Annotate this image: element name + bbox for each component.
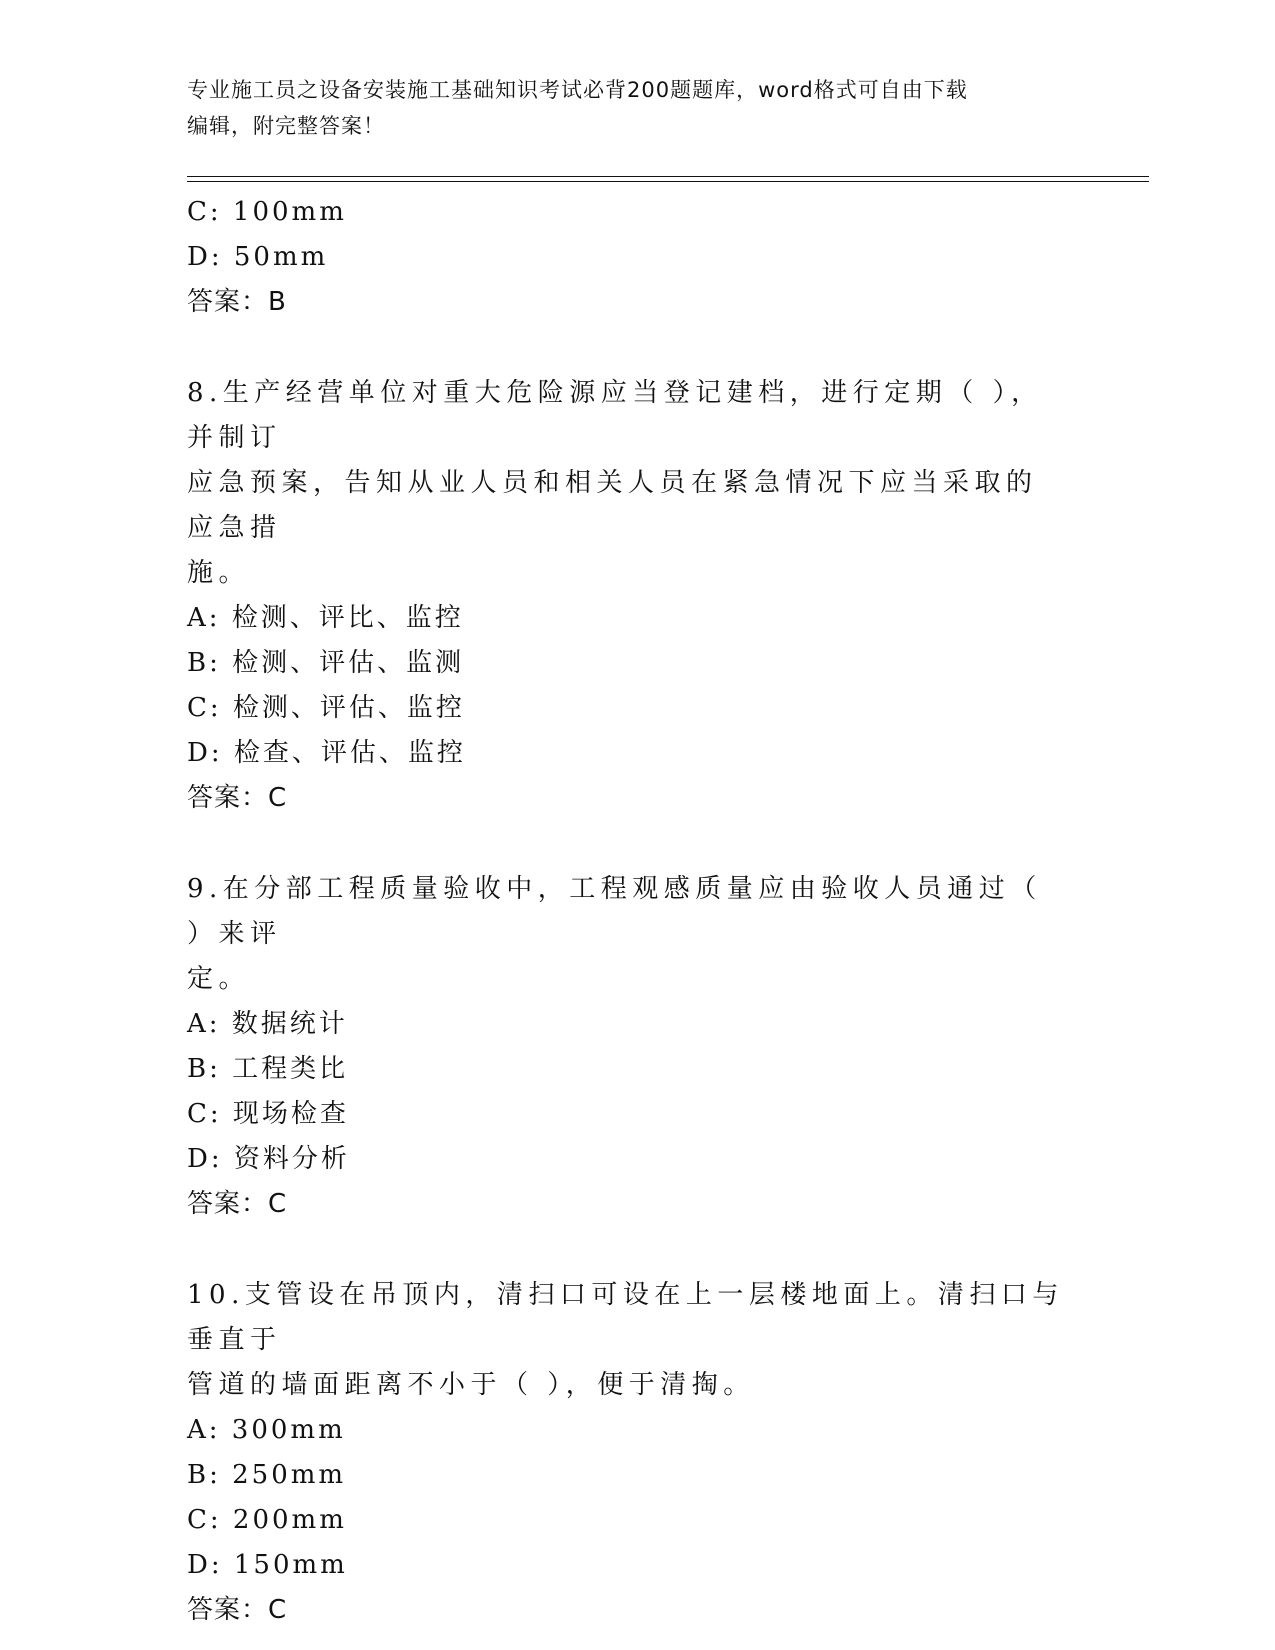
answer-line: 答案：C: [187, 1595, 288, 1625]
question-stem-line: 10.支管设在吊顶内，清扫口可设在上一层楼地面上。清扫口与垂直于: [187, 1280, 1064, 1355]
spacer: [187, 821, 1087, 867]
question-stem-line: 管道的墙面距离不小于（ ），便于清掏。: [187, 1370, 755, 1400]
option-c: C: 检测、评估、监控: [187, 693, 465, 723]
option-d: D: 150mm: [187, 1550, 348, 1580]
question-stem-line: 8.生产经营单位对重大危险源应当登记建档，进行定期（ ），并制订: [187, 378, 1043, 453]
page-header: [187, 72, 1067, 144]
question-8: [187, 371, 1087, 821]
header-divider-top: [187, 176, 1149, 177]
question-content: [187, 190, 1087, 1633]
question-7-tail: [187, 190, 1087, 325]
question-stem-line: 9.在分部工程质量验收中，工程观感质量应由验收人员通过（ ）来评: [187, 874, 1042, 949]
header-divider-bottom: [187, 181, 1149, 182]
header-title-line-1: 专业施工员之设备安装施工基础知识考试必背200题题库，word格式可自由下载: [187, 78, 968, 102]
answer-line: 答案：B: [187, 287, 287, 317]
option-c: C: 200mm: [187, 1505, 347, 1535]
question-stem-line: 应急预案，告知从业人员和相关人员在紧急情况下应当采取的应急措: [187, 468, 1038, 543]
answer-line: 答案：C: [187, 783, 288, 813]
option-d: D: 资料分析: [187, 1144, 350, 1174]
question-9: [187, 867, 1087, 1227]
spacer: [187, 325, 1087, 371]
question-stem-line: 施。: [187, 558, 251, 588]
header-title-line-2: 编辑，附完整答案！: [187, 114, 385, 138]
option-b: B: 250mm: [187, 1460, 347, 1490]
option-c: C: 现场检查: [187, 1099, 349, 1129]
question-10: [187, 1273, 1087, 1633]
option-d: D: 50mm: [187, 242, 329, 272]
answer-line: 答案：C: [187, 1189, 288, 1219]
option-a: A: 数据统计: [187, 1009, 348, 1039]
spacer: [187, 1227, 1087, 1273]
option-b: B: 检测、评估、监测: [187, 648, 465, 678]
option-a: A: 检测、评比、监控: [187, 603, 464, 633]
option-c: C: 100mm: [187, 197, 347, 227]
option-b: B: 工程类比: [187, 1054, 349, 1084]
option-a: A: 300mm: [187, 1415, 346, 1445]
option-d: D: 检查、评估、监控: [187, 738, 466, 768]
question-stem-line: 定。: [187, 964, 251, 994]
